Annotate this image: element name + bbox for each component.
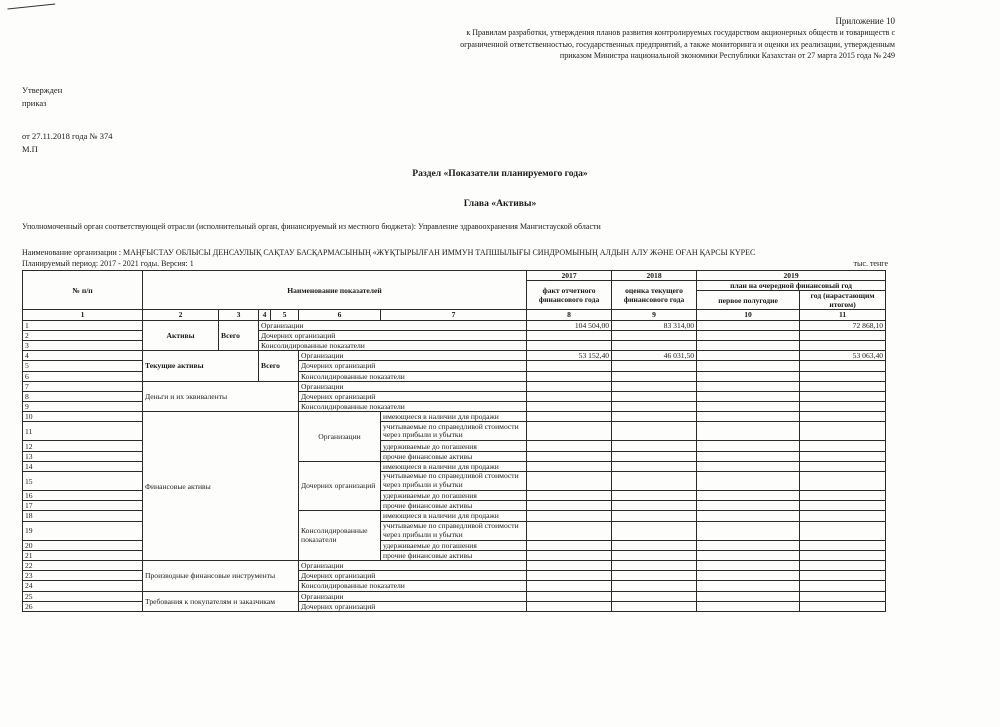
header-num: № п/п — [23, 271, 143, 310]
row-label: удерживаемые до погашения — [381, 491, 527, 501]
column-number-row — [23, 310, 886, 320]
table-row — [23, 351, 886, 361]
scan-mark — [7, 4, 56, 22]
subgroup-label: Консолидированные показатели — [299, 511, 381, 561]
order-label: приказ — [22, 97, 47, 108]
approval-block — [22, 84, 113, 155]
value-fact: 104 504,00 — [527, 320, 612, 330]
row-label: учитываемые по справедливой стоимости через прибыли и убытки — [381, 521, 527, 540]
header-year-total: год (нарастающим итогом) — [800, 291, 886, 310]
chapter-title: Глава «Активы» — [463, 198, 537, 209]
header-estimate: оценка текущего финансового года — [612, 281, 697, 310]
row-label: Дочерних организаций — [299, 391, 527, 401]
order-date: от 27.11.2018 года № 374 — [22, 131, 113, 141]
row-number: 8 — [23, 391, 143, 401]
col-number: 11 — [800, 310, 886, 320]
group-label: Деньги и их эквиваленты — [143, 381, 299, 412]
row-label: прочие финансовые активы — [381, 501, 527, 511]
col-number: 1 — [23, 310, 143, 320]
header-2019: 2019 — [697, 271, 886, 281]
group-label: Активы — [143, 320, 219, 351]
row-number: 6 — [23, 371, 143, 381]
header-fact: факт отчетного финансового года — [527, 281, 612, 310]
section-title: Раздел «Показатели планируемого года» — [412, 168, 588, 179]
row-label: Дочерних организаций — [299, 571, 527, 581]
row-number: 7 — [23, 381, 143, 391]
appendix-header — [375, 16, 895, 62]
assets-table — [22, 270, 886, 612]
header-indicator-name: Наименование показателей — [143, 271, 527, 310]
row-number: 18 — [23, 511, 143, 521]
row-number: 12 — [23, 441, 143, 451]
row-label: удерживаемые до погашения — [381, 441, 527, 451]
authority-line: Уполномоченный орган соответствующей отрасли (исполнительный орган, финансируемый из местного бюджета): Управление здравоохранения Мангистауской области — [22, 222, 601, 231]
row-label: имеющиеся в наличии для продажи — [381, 412, 527, 422]
row-number: 13 — [23, 451, 143, 461]
subgroup-label: Дочерних организаций — [299, 461, 381, 511]
row-number: 21 — [23, 550, 143, 560]
table-row — [23, 560, 886, 570]
approved-label: Утвержден — [22, 85, 63, 95]
col-number: 4 — [259, 310, 271, 320]
table-row — [23, 412, 886, 422]
value-half — [697, 320, 800, 330]
col-number: 10 — [697, 310, 800, 320]
row-label: учитываемые по справедливой стоимости через прибыли и убытки — [381, 422, 527, 441]
row-label: Консолидированные показатели — [259, 340, 527, 350]
col-number: 9 — [612, 310, 697, 320]
row-number: 1 — [23, 320, 143, 330]
row-number: 5 — [23, 361, 143, 371]
value-half — [697, 351, 800, 361]
stamp-place: М.П — [22, 143, 38, 154]
col-number: 7 — [381, 310, 527, 320]
subgroup-label: Всего — [219, 320, 259, 351]
row-number: 9 — [23, 402, 143, 412]
appendix-line-3: приказом Министра национальной экономики Республики Казахстан от 27 марта 2015 года № 249 — [559, 51, 895, 61]
row-number: 20 — [23, 540, 143, 550]
row-number: 10 — [23, 412, 143, 422]
col-number: 3 — [219, 310, 259, 320]
row-label: прочие финансовые активы — [381, 550, 527, 560]
row-label: Организации — [259, 320, 527, 330]
subgroup-label: Всего — [259, 351, 299, 382]
appendix-title: Приложение 10 — [835, 16, 895, 26]
planning-period: Планируемый период: 2017 - 2021 годы. Версия: 1 — [22, 259, 194, 268]
row-number: 3 — [23, 340, 143, 350]
col-number: 6 — [299, 310, 381, 320]
row-number: 25 — [23, 591, 143, 601]
row-label: Организации — [299, 591, 527, 601]
row-number: 14 — [23, 461, 143, 471]
row-number: 11 — [23, 422, 143, 441]
row-label: Консолидированные показатели — [299, 581, 527, 591]
group-label: Финансовые активы — [143, 412, 299, 561]
appendix-line-1: к Правилам разработки, утверждения планов развития контролируемых государством акционерных обществ и товариществ с — [466, 28, 895, 38]
row-label: Консолидированные показатели — [299, 402, 527, 412]
header-plan: план на очередной финансовый год — [697, 281, 886, 291]
row-label: Организации — [299, 381, 527, 391]
row-number: 16 — [23, 491, 143, 501]
row-label: Дочерних организаций — [299, 361, 527, 371]
row-number: 4 — [23, 351, 143, 361]
row-label: прочие финансовые активы — [381, 451, 527, 461]
value-estimate: 46 031,50 — [612, 351, 697, 361]
row-number: 2 — [23, 330, 143, 340]
row-label: Организации — [299, 351, 527, 361]
row-number: 19 — [23, 521, 143, 540]
row-number: 26 — [23, 601, 143, 611]
col-number: 2 — [143, 310, 219, 320]
group-label: Текущие активы — [143, 351, 259, 382]
row-number: 15 — [23, 472, 143, 491]
row-number: 22 — [23, 560, 143, 570]
row-number: 24 — [23, 581, 143, 591]
value-year: 53 063,40 — [800, 351, 886, 361]
row-label: Консолидированные показатели — [299, 371, 527, 381]
row-label: учитываемые по справедливой стоимости через прибыли и убытки — [381, 472, 527, 491]
subgroup-label: Организации — [299, 412, 381, 462]
col-number: 5 — [271, 310, 299, 320]
header-2018: 2018 — [612, 271, 697, 281]
header-first-half: первое полугодие — [697, 291, 800, 310]
group-label: Требования к покупателям и заказчикам — [143, 591, 299, 611]
header-2017: 2017 — [527, 271, 612, 281]
value-year: 72 868,10 — [800, 320, 886, 330]
col-number: 8 — [527, 310, 612, 320]
value-estimate: 83 314,00 — [612, 320, 697, 330]
row-number: 17 — [23, 501, 143, 511]
table-row — [23, 381, 886, 391]
table-row — [23, 320, 886, 330]
currency-unit: тыс. тенге — [853, 259, 888, 268]
table-row — [23, 591, 886, 601]
row-label: Дочерних организаций — [259, 330, 527, 340]
organization-name: Наименование организации : МАҢҒЫСТАУ ОБЛЫСЫ ДЕНСАУЛЫҚ САҚТАУ БАСҚАРМАСЫНЫҢ «ЖҰҚТЫРЫЛҒАН ИММУН ТАПШЫЛЫҒЫ СИНДРОМЫНЫҢ АЛДЫН АЛУ ЖӘНЕ ОҒАН ҚАРСЫ КҮРЕС — [22, 248, 756, 257]
row-label: удерживаемые до погашения — [381, 540, 527, 550]
row-number: 23 — [23, 571, 143, 581]
value-fact: 53 152,40 — [527, 351, 612, 361]
appendix-line-2: ограниченной ответственностью, государственных предприятий, а также мониторинга и оценки их реализации, утвержденным — [460, 39, 895, 49]
group-label: Производные финансовые инструменты — [143, 560, 299, 591]
row-label: имеющиеся в наличии для продажи — [381, 461, 527, 471]
row-label: Организации — [299, 560, 527, 570]
row-label: имеющиеся в наличии для продажи — [381, 511, 527, 521]
row-label: Дочерних организаций — [299, 601, 527, 611]
